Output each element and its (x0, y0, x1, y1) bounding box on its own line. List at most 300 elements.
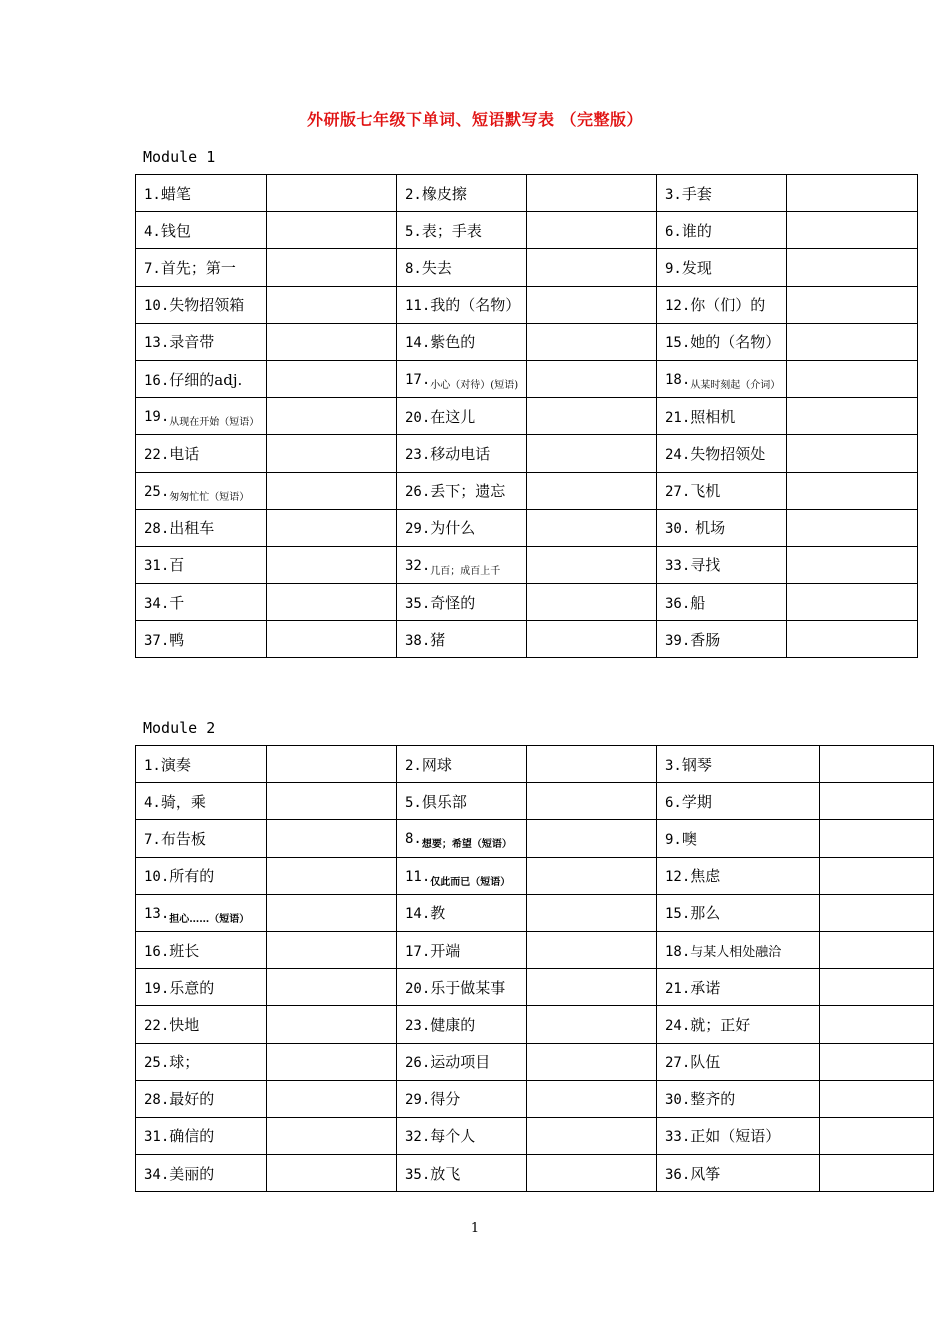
item-chinese-text: 我的（名物） (430, 296, 521, 315)
vocab-prompt-cell (397, 857, 527, 894)
item-number: 13. (144, 335, 170, 352)
item-number: 3. (665, 757, 682, 774)
module-1-vocab-table (135, 174, 918, 658)
module-2-vocab-table (135, 745, 934, 1192)
table-row (136, 175, 918, 212)
module-2-table-body (136, 746, 934, 1192)
item-number: 32. (405, 1129, 431, 1146)
item-number: 18. (665, 372, 691, 389)
item-number: 1. (144, 757, 161, 774)
item-chinese-text: 手套 (681, 184, 712, 203)
item-chinese-text: 在这儿 (430, 407, 476, 426)
module-1-table-body (136, 175, 918, 658)
vocab-prompt-cell (657, 175, 787, 212)
item-chinese-text: 布告板 (160, 829, 206, 848)
answer-blank-cell[interactable] (527, 783, 657, 820)
item-number: 34. (144, 1166, 170, 1183)
vocab-prompt-cell (136, 783, 267, 820)
item-chinese-text: 运动项目 (430, 1053, 491, 1072)
vocab-prompt-cell (397, 1155, 527, 1192)
item-chinese-text: 表；手表 (421, 221, 482, 240)
item-number: 13. (144, 905, 170, 922)
module-2-heading: Module 2 (143, 719, 216, 737)
item-chinese-text: 照相机 (690, 407, 736, 426)
item-number: 14. (405, 335, 431, 352)
table-row (136, 621, 918, 658)
vocab-prompt-cell (657, 1117, 820, 1154)
item-chinese-text: 船 (690, 593, 706, 612)
answer-blank-cell[interactable] (820, 857, 934, 894)
vocab-prompt-cell (657, 857, 820, 894)
item-chinese-text: 你（们）的 (690, 296, 766, 315)
table-row (136, 323, 918, 360)
vocab-prompt-cell (136, 472, 267, 509)
item-chinese-text: 学期 (681, 792, 712, 811)
item-chinese-text: 从现在开始（短语） (169, 417, 260, 429)
answer-blank-cell[interactable] (820, 969, 934, 1006)
item-chinese-text: 仅此而已（短语） (430, 876, 511, 888)
item-number: 7. (144, 260, 161, 277)
item-chinese-text: 骑，乘 (160, 792, 206, 811)
item-chinese-text: 噢 (681, 829, 697, 848)
item-number: 37. (144, 632, 170, 649)
vocab-prompt-cell (397, 969, 527, 1006)
answer-blank-cell[interactable] (267, 472, 397, 509)
table-row (136, 584, 918, 621)
answer-blank-cell[interactable] (267, 1117, 397, 1154)
vocab-prompt-cell (397, 783, 527, 820)
table-row (136, 249, 918, 286)
answer-blank-cell[interactable] (267, 509, 397, 546)
item-chinese-text: 教 (430, 904, 446, 923)
answer-blank-cell[interactable] (527, 1155, 657, 1192)
item-number: 8. (405, 831, 422, 848)
item-number: 15. (665, 335, 691, 352)
item-number: 6. (665, 794, 682, 811)
answer-blank-cell[interactable] (267, 1080, 397, 1117)
item-number: 15. (665, 906, 691, 923)
item-number: 5. (405, 794, 422, 811)
answer-blank-cell[interactable] (527, 175, 657, 212)
item-number: 24. (665, 446, 691, 463)
vocab-prompt-cell (657, 746, 820, 783)
vocab-prompt-cell (397, 820, 527, 857)
vocab-prompt-cell (657, 621, 787, 658)
item-number: 20. (405, 409, 431, 426)
table-row (136, 857, 934, 894)
answer-blank-cell[interactable] (267, 584, 397, 621)
item-chinese-text: 钢琴 (681, 755, 712, 774)
vocab-prompt-cell (657, 1043, 820, 1080)
vocab-prompt-cell (657, 323, 787, 360)
item-number: 17. (405, 943, 431, 960)
item-number: 25. (144, 483, 170, 500)
answer-blank-cell[interactable] (267, 894, 397, 931)
answer-blank-cell[interactable] (527, 857, 657, 894)
vocab-prompt-cell (136, 857, 267, 894)
answer-blank-cell[interactable] (267, 286, 397, 323)
item-number: 32. (405, 557, 431, 574)
item-chinese-text: 确信的 (169, 1127, 215, 1146)
table-row (136, 546, 918, 583)
vocab-prompt-cell (136, 1117, 267, 1154)
item-chinese-text: 紫色的 (430, 333, 476, 352)
vocab-prompt-cell (397, 546, 527, 583)
item-number: 25. (144, 1055, 170, 1072)
answer-blank-cell[interactable] (787, 546, 918, 583)
item-chinese-text: 所有的 (169, 867, 215, 886)
vocab-prompt-cell (657, 783, 820, 820)
answer-blank-cell[interactable] (267, 398, 397, 435)
table-row (136, 783, 934, 820)
answer-blank-cell[interactable] (267, 969, 397, 1006)
item-number: 11. (405, 868, 431, 885)
table-row (136, 1117, 934, 1154)
answer-blank-cell[interactable] (787, 584, 918, 621)
answer-blank-cell[interactable] (787, 286, 918, 323)
vocab-prompt-cell (657, 931, 820, 968)
item-chinese-text: 球； (169, 1053, 200, 1072)
vocab-prompt-cell (657, 1080, 820, 1117)
vocab-prompt-cell (657, 212, 787, 249)
item-number: 12. (665, 869, 691, 886)
item-chinese-text: 就；正好 (690, 1015, 751, 1034)
vocab-prompt-cell (397, 584, 527, 621)
answer-blank-cell[interactable] (527, 584, 657, 621)
item-chinese-text: 首先；第一 (160, 258, 236, 277)
vocab-prompt-cell (397, 323, 527, 360)
table-row (136, 212, 918, 249)
item-chinese-text: 焦虑 (690, 867, 721, 886)
answer-blank-cell[interactable] (787, 360, 918, 397)
item-number: 9. (665, 260, 682, 277)
item-number: 18. (665, 943, 691, 960)
item-chinese-text: 失物招领处 (690, 444, 766, 463)
vocab-prompt-cell (397, 1006, 527, 1043)
item-chinese-text: 她的（名物） (690, 333, 781, 352)
item-number: 30. (665, 521, 691, 538)
answer-blank-cell[interactable] (527, 894, 657, 931)
table-row (136, 931, 934, 968)
vocab-prompt-cell (136, 969, 267, 1006)
answer-blank-cell[interactable] (267, 1006, 397, 1043)
item-number: 12. (665, 298, 691, 315)
answer-blank-cell[interactable] (527, 1117, 657, 1154)
item-number: 21. (665, 980, 691, 997)
item-chinese-text: 得分 (430, 1090, 461, 1109)
vocab-prompt-cell (657, 286, 787, 323)
item-chinese-text: 发现 (681, 258, 712, 277)
answer-blank-cell[interactable] (787, 175, 918, 212)
item-number: 2. (405, 757, 422, 774)
answer-blank-cell[interactable] (527, 212, 657, 249)
vocab-prompt-cell (397, 398, 527, 435)
item-chinese-text: 正如（短语） (690, 1127, 781, 1146)
vocab-prompt-cell (657, 584, 787, 621)
vocab-prompt-cell (136, 1155, 267, 1192)
answer-blank-cell[interactable] (787, 472, 918, 509)
item-chinese-text: 从某时刻起（介词） (690, 380, 781, 392)
item-chinese-text: 香肠 (690, 630, 721, 649)
item-chinese-text: 失去 (421, 258, 452, 277)
item-number: 39. (665, 632, 691, 649)
table-row (136, 435, 918, 472)
item-chinese-text: 整齐的 (690, 1090, 736, 1109)
item-number: 35. (405, 1166, 431, 1183)
item-chinese-text: 猪 (430, 630, 446, 649)
item-chinese-text: 网球 (421, 755, 452, 774)
item-number: 34. (144, 595, 170, 612)
answer-blank-cell[interactable] (527, 398, 657, 435)
item-chinese-text: 匆匆忙忙（短语） (169, 491, 250, 503)
item-number: 22. (144, 1017, 170, 1034)
vocab-prompt-cell (397, 509, 527, 546)
item-number: 36. (665, 595, 691, 612)
vocab-prompt-cell (657, 435, 787, 472)
answer-blank-cell[interactable] (820, 1080, 934, 1117)
page-number: 1 (470, 1221, 480, 1236)
answer-blank-cell[interactable] (820, 783, 934, 820)
answer-blank-cell[interactable] (267, 820, 397, 857)
answer-blank-cell[interactable] (820, 1155, 934, 1192)
item-chinese-text: 最好的 (169, 1090, 215, 1109)
vocab-prompt-cell (397, 1043, 527, 1080)
item-number: 19. (144, 409, 170, 426)
vocab-prompt-cell (397, 931, 527, 968)
vocab-prompt-cell (397, 360, 527, 397)
answer-blank-cell[interactable] (267, 212, 397, 249)
item-number: 4. (144, 223, 161, 240)
answer-blank-cell[interactable] (527, 509, 657, 546)
item-number: 35. (405, 595, 431, 612)
vocab-prompt-cell (136, 584, 267, 621)
table-row (136, 820, 934, 857)
answer-blank-cell[interactable] (527, 435, 657, 472)
vocab-prompt-cell (397, 894, 527, 931)
answer-blank-cell[interactable] (267, 857, 397, 894)
answer-blank-cell[interactable] (527, 969, 657, 1006)
vocab-prompt-cell (397, 746, 527, 783)
item-number: 1. (144, 186, 161, 203)
item-chinese-text: 千 (169, 593, 185, 612)
item-chinese-text: 谁的 (681, 221, 712, 240)
vocab-prompt-cell (136, 286, 267, 323)
item-number: 16. (144, 943, 170, 960)
item-number: 20. (405, 980, 431, 997)
vocab-prompt-cell (397, 175, 527, 212)
item-chinese-text: 移动电话 (430, 444, 491, 463)
item-chinese-text: 开端 (430, 941, 461, 960)
answer-blank-cell[interactable] (820, 746, 934, 783)
table-row (136, 286, 918, 323)
answer-blank-cell[interactable] (787, 621, 918, 658)
answer-blank-cell[interactable] (527, 1006, 657, 1043)
item-chinese-text: 小心（对待）(短语) (430, 380, 519, 392)
answer-blank-cell[interactable] (527, 746, 657, 783)
item-chinese-text: 鸭 (169, 630, 185, 649)
answer-blank-cell[interactable] (787, 435, 918, 472)
answer-blank-cell[interactable] (527, 360, 657, 397)
answer-blank-cell[interactable] (527, 1080, 657, 1117)
item-number: 29. (405, 1092, 431, 1109)
item-number: 33. (665, 558, 691, 575)
vocab-prompt-cell (397, 286, 527, 323)
answer-blank-cell[interactable] (267, 435, 397, 472)
vocab-prompt-cell (136, 1043, 267, 1080)
vocab-prompt-cell (136, 249, 267, 286)
vocab-prompt-cell (397, 1080, 527, 1117)
answer-blank-cell[interactable] (267, 1043, 397, 1080)
answer-blank-cell[interactable] (820, 1117, 934, 1154)
item-chinese-text: 那么 (690, 904, 721, 923)
item-number: 2. (405, 186, 422, 203)
vocab-prompt-cell (657, 820, 820, 857)
answer-blank-cell[interactable] (527, 546, 657, 583)
answer-blank-cell[interactable] (820, 1006, 934, 1043)
item-number: 38. (405, 632, 431, 649)
answer-blank-cell[interactable] (267, 323, 397, 360)
document-title: 外研版七年级下单词、短语默写表 （完整版） (306, 110, 644, 129)
item-number: 21. (665, 409, 691, 426)
item-number: 31. (144, 1129, 170, 1146)
vocab-prompt-cell (397, 212, 527, 249)
item-number: 27. (665, 1055, 691, 1072)
table-row (136, 746, 934, 783)
vocab-prompt-cell (136, 212, 267, 249)
answer-blank-cell[interactable] (787, 323, 918, 360)
item-number: 33. (665, 1129, 691, 1146)
item-number: 22. (144, 446, 170, 463)
vocab-prompt-cell (657, 398, 787, 435)
item-number: 8. (405, 260, 422, 277)
vocab-prompt-cell (397, 1117, 527, 1154)
answer-blank-cell[interactable] (820, 894, 934, 931)
answer-blank-cell[interactable] (787, 249, 918, 286)
item-chinese-text: 出租车 (169, 519, 215, 538)
item-chinese-text: 蜡笔 (160, 184, 191, 203)
answer-blank-cell[interactable] (527, 621, 657, 658)
answer-blank-cell[interactable] (267, 621, 397, 658)
answer-blank-cell[interactable] (527, 820, 657, 857)
item-chinese-text: 寻找 (690, 556, 721, 575)
item-chinese-text: 电话 (169, 444, 200, 463)
answer-blank-cell[interactable] (527, 286, 657, 323)
item-chinese-text: 几百；成百上千 (430, 565, 501, 577)
item-number: 4. (144, 794, 161, 811)
item-chinese-text: 与某人相处融洽 (690, 944, 782, 960)
answer-blank-cell[interactable] (267, 249, 397, 286)
answer-blank-cell[interactable] (787, 509, 918, 546)
vocab-prompt-cell (136, 894, 267, 931)
item-chinese-text: 承诺 (690, 978, 721, 997)
vocab-prompt-cell (657, 969, 820, 1006)
vocab-prompt-cell (136, 1080, 267, 1117)
item-chinese-text: 仔细的adj. (169, 370, 243, 389)
item-number: 7. (144, 831, 161, 848)
vocab-prompt-cell (657, 472, 787, 509)
answer-blank-cell[interactable] (267, 1155, 397, 1192)
item-number: 36. (665, 1166, 691, 1183)
item-chinese-text: 飞机 (690, 482, 721, 501)
item-chinese-text: 健康的 (430, 1015, 476, 1034)
item-chinese-text: 队伍 (690, 1053, 721, 1072)
table-row (136, 509, 918, 546)
vocab-prompt-cell (657, 249, 787, 286)
item-chinese-text: 丢下；遗忘 (430, 482, 506, 501)
item-chinese-text: 为什么 (430, 519, 476, 538)
vocab-prompt-cell (657, 1155, 820, 1192)
table-row (136, 1006, 934, 1043)
item-number: 9. (665, 831, 682, 848)
answer-blank-cell[interactable] (267, 783, 397, 820)
vocab-prompt-cell (136, 931, 267, 968)
vocab-prompt-cell (657, 894, 820, 931)
vocab-prompt-cell (397, 621, 527, 658)
answer-blank-cell[interactable] (267, 931, 397, 968)
item-chinese-text: 美丽的 (169, 1164, 215, 1183)
table-row (136, 969, 934, 1006)
table-row (136, 894, 934, 931)
item-number: 23. (405, 446, 431, 463)
answer-blank-cell[interactable] (820, 820, 934, 857)
vocab-prompt-cell (657, 546, 787, 583)
item-number: 5. (405, 223, 422, 240)
item-chinese-text: 乐意的 (169, 978, 215, 997)
item-chinese-text: 失物招领箱 (169, 296, 245, 315)
answer-blank-cell[interactable] (527, 931, 657, 968)
answer-blank-cell[interactable] (267, 175, 397, 212)
item-chinese-text: 机场 (690, 519, 726, 538)
item-number: 27. (665, 484, 691, 501)
item-number: 31. (144, 558, 170, 575)
vocab-prompt-cell (397, 472, 527, 509)
answer-blank-cell[interactable] (527, 1043, 657, 1080)
answer-blank-cell[interactable] (267, 360, 397, 397)
answer-blank-cell[interactable] (267, 546, 397, 583)
answer-blank-cell[interactable] (527, 249, 657, 286)
answer-blank-cell[interactable] (787, 398, 918, 435)
item-chinese-text: 放飞 (430, 1164, 461, 1183)
answer-blank-cell[interactable] (820, 1043, 934, 1080)
vocab-prompt-cell (136, 509, 267, 546)
item-number: 30. (665, 1092, 691, 1109)
answer-blank-cell[interactable] (820, 931, 934, 968)
answer-blank-cell[interactable] (787, 212, 918, 249)
item-chinese-text: 录音带 (169, 333, 215, 352)
table-row (136, 360, 918, 397)
answer-blank-cell[interactable] (527, 472, 657, 509)
vocab-prompt-cell (657, 360, 787, 397)
answer-blank-cell[interactable] (267, 746, 397, 783)
vocab-prompt-cell (136, 398, 267, 435)
answer-blank-cell[interactable] (527, 323, 657, 360)
vocab-prompt-cell (136, 323, 267, 360)
item-chinese-text: 橡皮擦 (421, 184, 467, 203)
vocab-prompt-cell (136, 435, 267, 472)
item-number: 17. (405, 372, 431, 389)
item-number: 26. (405, 1055, 431, 1072)
item-number: 10. (144, 869, 170, 886)
item-chinese-text: 乐于做某事 (430, 978, 506, 997)
vocab-prompt-cell (136, 546, 267, 583)
table-row (136, 1155, 934, 1192)
item-number: 6. (665, 223, 682, 240)
item-chinese-text: 快地 (169, 1015, 200, 1034)
item-chinese-text: 每个人 (430, 1127, 476, 1146)
item-chinese-text: 百 (169, 556, 185, 575)
item-chinese-text: 奇怪的 (430, 593, 476, 612)
item-number: 29. (405, 521, 431, 538)
